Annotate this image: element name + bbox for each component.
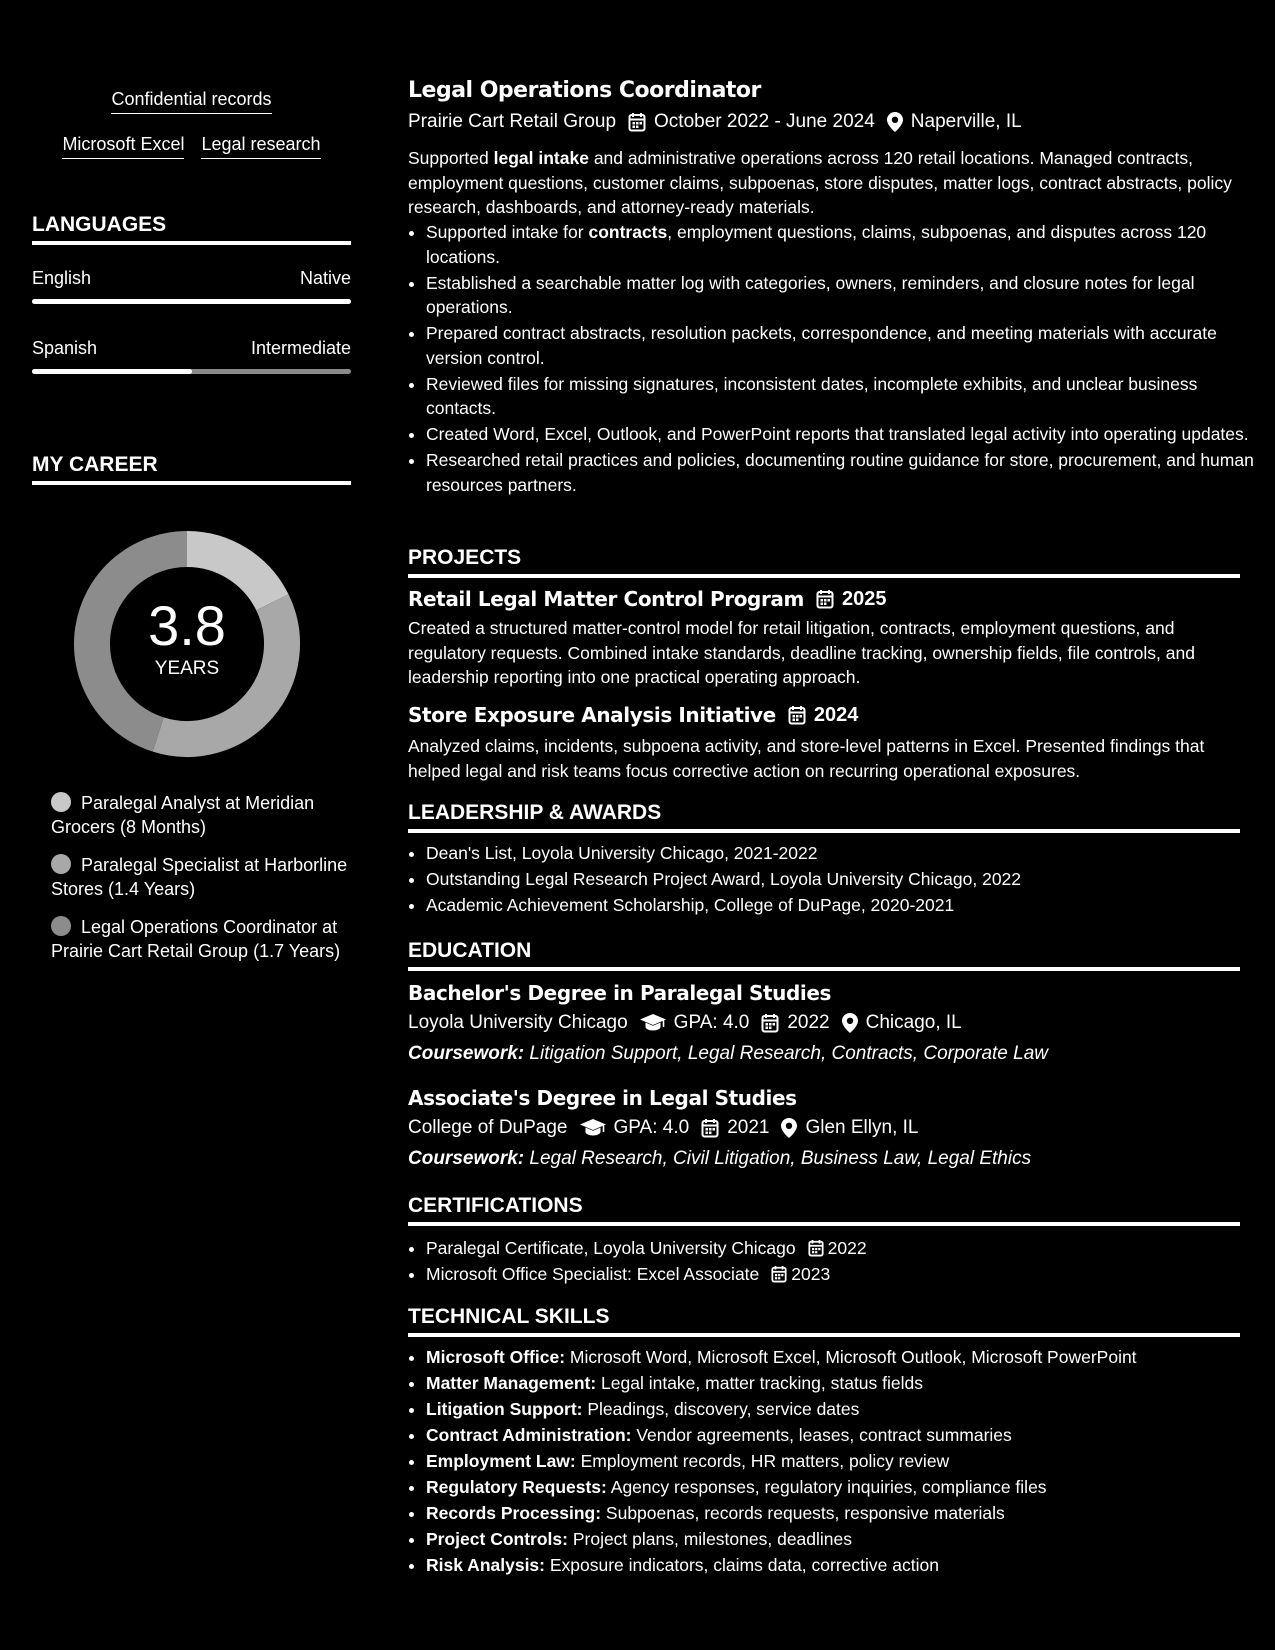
skills-list — [408, 1345, 1258, 1579]
language-row — [32, 268, 351, 289]
education-meta — [408, 1117, 918, 1139]
calendar-icon — [788, 705, 806, 725]
skill-value: Exposure indicators, claims data, corrective action — [545, 1555, 939, 1575]
job-bullets — [408, 220, 1258, 499]
summary-text: and administrative operations across 120 retail locations. Managed contracts, employment questions, customer claims, subpoenas, store disputes, matter logs, contract abstracts, policy research, dashboards, and attorney-ready materials. — [408, 148, 1232, 217]
list-item — [426, 1553, 1258, 1578]
cert-year: 2022 — [827, 1238, 867, 1258]
project-name: Store Exposure Analysis Initiative — [408, 703, 776, 727]
calendar-icon — [808, 1239, 824, 1257]
list-item — [426, 1345, 1258, 1370]
project-title — [408, 703, 858, 727]
career-item-text: Paralegal Analyst at Meridian Grocers (8 Months) — [51, 793, 315, 837]
language-name: Spanish — [32, 338, 98, 358]
certifications-heading: CERTIFICATIONS — [408, 1194, 1240, 1226]
calendar-icon — [771, 1265, 787, 1283]
skill-tag: Legal research — [201, 134, 320, 159]
coursework-label: Coursework: — [408, 1043, 525, 1064]
tag-row — [32, 89, 351, 114]
project-name: Retail Legal Matter Control Program — [408, 587, 804, 611]
awards-heading: LEADERSHIP & AWARDS — [408, 801, 1240, 833]
career-dot — [51, 854, 71, 874]
career-years-label: YEARS — [154, 658, 220, 679]
career-donut-chart — [67, 524, 307, 764]
cert-name: Paralegal Certificate, Loyola University Chicago — [426, 1238, 796, 1258]
school-name: Loyola University Chicago — [408, 1012, 628, 1033]
language-bar — [32, 369, 351, 374]
location-pin-icon — [887, 112, 903, 132]
skill-label: Project Controls: — [426, 1529, 568, 1549]
project-year: 2025 — [841, 587, 887, 610]
list-item: • Researched retail practices and policies, documenting routine guidance for store, procurement, and human resources partners. — [426, 448, 1258, 497]
education-heading: EDUCATION — [408, 939, 1240, 971]
career-item — [51, 853, 351, 901]
skill-value: Microsoft Word, Microsoft Excel, Microsoft Outlook, Microsoft PowerPoint — [565, 1347, 1137, 1367]
skill-label: Records Processing: — [426, 1503, 602, 1523]
project-title — [408, 587, 886, 611]
skill-tag: Microsoft Excel — [62, 134, 184, 159]
career-item — [51, 915, 351, 963]
job-location: Naperville, IL — [910, 111, 1022, 132]
calendar-icon — [701, 1118, 719, 1138]
location-pin-icon — [842, 1013, 858, 1033]
graduation-cap-icon — [580, 1119, 606, 1137]
skill-value: Project plans, milestones, deadlines — [567, 1529, 853, 1549]
language-bar-fill — [32, 299, 351, 304]
project-description: Created a structured matter-control model for retail litigation, contracts, employment questions, and regulatory requests. Combined intake standards, deadline tracking, ownership fields, file controls, and leadership reporting into one practical operating approach. — [408, 618, 1195, 687]
location-pin-icon — [781, 1118, 797, 1138]
skill-label: Risk Analysis: — [426, 1555, 545, 1575]
degree-title: Bachelor's Degree in Paralegal Studies — [408, 981, 832, 1005]
job-meta — [408, 111, 1022, 133]
career-years-value: 3.8 — [148, 594, 226, 657]
list-item — [426, 220, 1258, 269]
skill-label: Matter Management: — [426, 1373, 597, 1393]
calendar-icon — [628, 112, 646, 132]
language-bar — [32, 299, 351, 304]
list-item: • Dean's List, Loyola University Chicago, 2021-2022 — [426, 841, 1258, 866]
career-item-text: Legal Operations Coordinator at Prairie Cart Retail Group (1.7 Years) — [51, 917, 341, 961]
list-item — [426, 1397, 1258, 1422]
list-item — [426, 1449, 1258, 1474]
projects-heading: PROJECTS — [408, 546, 1240, 578]
school-location: Chicago, IL — [865, 1012, 962, 1033]
graduation-year: 2021 — [727, 1117, 770, 1138]
tag-row — [32, 134, 351, 159]
skill-label: Litigation Support: — [426, 1399, 583, 1419]
summary-bold: legal intake — [493, 148, 589, 168]
list-item — [426, 1501, 1258, 1526]
cert-year: 2023 — [791, 1264, 831, 1284]
list-item — [426, 1236, 1258, 1261]
list-item — [426, 1423, 1258, 1448]
calendar-icon — [816, 589, 834, 609]
list-item — [426, 1371, 1258, 1396]
job-dates: October 2022 - June 2024 — [654, 111, 875, 132]
calendar-icon — [761, 1013, 779, 1033]
language-level: Native — [299, 268, 351, 288]
bullet-text: , employment questions, claims, subpoenas, and disputes across 120 locations. — [426, 222, 1207, 267]
skill-label: Employment Law: — [426, 1451, 576, 1471]
skill-label: Contract Administration: — [426, 1425, 632, 1445]
degree-title: Associate's Degree in Legal Studies — [408, 1086, 797, 1110]
list-item — [426, 1527, 1258, 1552]
certifications-list — [408, 1236, 1258, 1288]
school-location: Glen Ellyn, IL — [805, 1117, 919, 1138]
language-level: Intermediate — [250, 338, 351, 358]
skill-value: Agency responses, regulatory inquiries, compliance files — [606, 1477, 1047, 1497]
coursework — [408, 1043, 1048, 1065]
list-item: • Reviewed files for missing signatures, inconsistent dates, incomplete exhibits, and unclear business contacts. — [426, 372, 1258, 421]
skill-tag: Confidential records — [111, 89, 271, 114]
job-title: Legal Operations Coordinator — [408, 78, 761, 103]
bullet-text: Supported intake for — [426, 222, 589, 242]
coursework — [408, 1148, 1031, 1170]
school-name: College of DuPage — [408, 1117, 568, 1138]
career-dot — [51, 916, 71, 936]
list-item: • Outstanding Legal Research Project Award, Loyola University Chicago, 2022 — [426, 867, 1258, 892]
cert-name: Microsoft Office Specialist: Excel Associate — [426, 1264, 760, 1284]
career-dot — [51, 792, 71, 812]
skill-label: Microsoft Office: — [426, 1347, 566, 1367]
summary-text: Supported — [408, 148, 494, 168]
language-bar-fill — [32, 369, 192, 374]
languages-heading: LANGUAGES — [32, 213, 351, 245]
career-item-text: Paralegal Specialist at Harborline Stores (1.4 Years) — [51, 855, 348, 899]
project-description: Analyzed claims, incidents, subpoena activity, and store-level patterns in Excel. Presented findings that helped legal and risk teams focus corrective action on recurring operational exposures. — [408, 736, 1205, 781]
education-meta — [408, 1012, 962, 1034]
project-year: 2024 — [813, 703, 859, 726]
language-row — [32, 338, 351, 359]
skill-value: Subpoenas, records requests, responsive materials — [601, 1503, 1005, 1523]
graduation-cap-icon — [640, 1014, 666, 1032]
coursework-label: Coursework: — [408, 1148, 525, 1169]
awards-list — [408, 841, 1258, 919]
graduation-year: 2022 — [787, 1012, 830, 1033]
list-item: • Established a searchable matter log with categories, owners, reminders, and closure notes for legal operations. — [426, 271, 1258, 320]
gpa: GPA: 4.0 — [673, 1012, 750, 1033]
job-summary — [408, 146, 1240, 220]
skill-value: Employment records, HR matters, policy review — [575, 1451, 950, 1471]
skill-label: Regulatory Requests: — [426, 1477, 607, 1497]
career-heading: MY CAREER — [32, 453, 351, 485]
list-item: • Prepared contract abstracts, resolution packets, correspondence, and meeting materials with accurate version control. — [426, 321, 1258, 370]
bullet-bold: contracts — [588, 222, 668, 242]
coursework-text: Litigation Support, Legal Research, Contracts, Corporate Law — [524, 1043, 1048, 1064]
gpa: GPA: 4.0 — [613, 1117, 690, 1138]
skill-value: Vendor agreements, leases, contract summaries — [631, 1425, 1012, 1445]
list-item — [426, 1262, 1258, 1287]
company-name: Prairie Cart Retail Group — [408, 111, 617, 132]
list-item — [426, 1475, 1258, 1500]
skill-value: Pleadings, discovery, service dates — [582, 1399, 860, 1419]
career-item — [51, 791, 351, 839]
list-item: • Academic Achievement Scholarship, College of DuPage, 2020-2021 — [426, 893, 1258, 918]
skill-value: Legal intake, matter tracking, status fields — [596, 1373, 923, 1393]
skills-heading: TECHNICAL SKILLS — [408, 1305, 1240, 1337]
list-item: • Created Word, Excel, Outlook, and PowerPoint reports that translated legal activity into operating updates. — [426, 422, 1258, 447]
language-name: English — [32, 268, 92, 288]
coursework-text: Legal Research, Civil Litigation, Business Law, Legal Ethics — [524, 1148, 1032, 1169]
